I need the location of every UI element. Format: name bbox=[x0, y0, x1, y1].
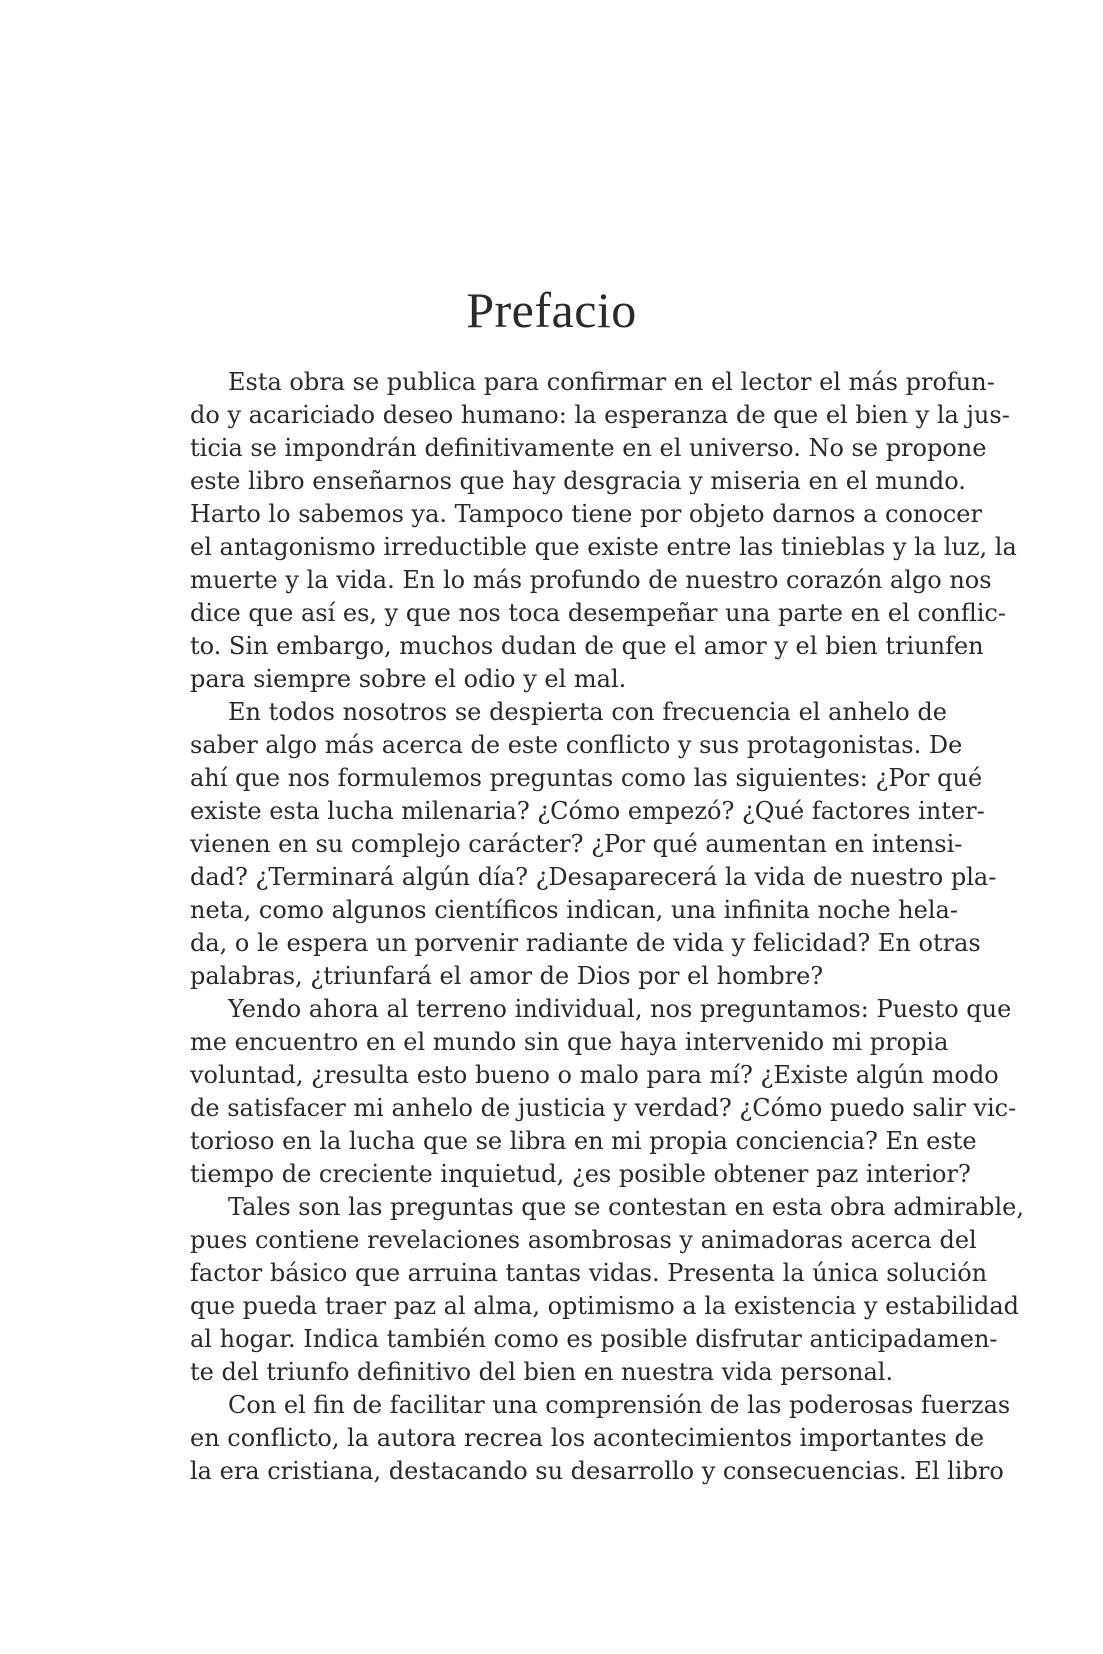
text-line: que pueda traer paz al alma, optimismo a la existencia y estabilidad bbox=[190, 1292, 1020, 1320]
paragraph bbox=[190, 696, 997, 993]
text-line: de satisfacer mi anhelo de justicia y verdad? ¿Cómo puedo salir vic- bbox=[190, 1094, 1017, 1122]
text-line: para siempre sobre el odio y el mal. bbox=[190, 665, 627, 693]
text-line: vienen en su complejo carácter? ¿Por qué aumentan en intensi- bbox=[190, 830, 963, 858]
text-line: En todos nosotros se despierta con frecuencia el anhelo de bbox=[228, 698, 947, 726]
text-line: dad? ¿Terminará algún día? ¿Desaparecerá la vida de nuestro pla- bbox=[190, 863, 997, 891]
text-line: el antagonismo irreductible que existe entre las tinieblas y la luz, la bbox=[190, 533, 1017, 561]
text-line: do y acariciado deseo humano: la esperanza de que el bien y la jus- bbox=[190, 401, 1010, 429]
preface-body bbox=[190, 366, 1024, 1488]
text-line: Esta obra se publica para confirmar en el lector el más profun- bbox=[228, 368, 995, 396]
text-line: este libro enseñarnos que hay desgracia y miseria en el mundo. bbox=[190, 467, 966, 495]
text-line: en conflicto, la autora recrea los acontecimientos importantes de bbox=[190, 1424, 985, 1452]
text-line: palabras, ¿triunfará el amor de Dios por el hombre? bbox=[190, 962, 824, 990]
text-line: muerte y la vida. En lo más profundo de nuestro corazón algo nos bbox=[190, 566, 992, 594]
text-line: tiempo de creciente inquietud, ¿es posible obtener paz interior? bbox=[190, 1160, 971, 1188]
text-line: to. Sin embargo, muchos dudan de que el amor y el bien triunfen bbox=[190, 632, 984, 660]
text-line: al hogar. Indica también como es posible disfrutar anticipadamen- bbox=[190, 1325, 998, 1353]
text-line: Tales son las preguntas que se contestan en esta obra admirable, bbox=[228, 1193, 1024, 1221]
page-title: Prefacio bbox=[466, 282, 637, 338]
text-line: torioso en la lucha que se libra en mi propia conciencia? En este bbox=[190, 1127, 977, 1155]
text-line: dice que así es, y que nos toca desempeñar una parte en el conflic- bbox=[190, 599, 1006, 627]
paragraph bbox=[190, 366, 1017, 696]
text-line: ahí que nos formulemos preguntas como las siguientes: ¿Por qué bbox=[190, 764, 983, 792]
text-line: pues contiene revelaciones asombrosas y animadoras acerca del bbox=[190, 1226, 977, 1254]
text-line: Yendo ahora al terreno individual, nos preguntamos: Puesto que bbox=[228, 995, 1012, 1023]
text-line: factor básico que arruina tantas vidas. Presenta la única solución bbox=[190, 1259, 988, 1287]
text-line: ticia se impondrán definitivamente en el universo. No se propone bbox=[190, 434, 987, 462]
text-line: la era cristiana, destacando su desarrollo y consecuencias. El libro bbox=[190, 1457, 1004, 1485]
paragraph bbox=[190, 1191, 1024, 1389]
text-line: da, o le espera un porvenir radiante de vida y felicidad? En otras bbox=[190, 929, 981, 957]
text-line: saber algo más acerca de este conflicto y sus protagonistas. De bbox=[190, 731, 963, 759]
paragraph bbox=[190, 1389, 1011, 1488]
text-line: Con el fin de facilitar una comprensión de las poderosas fuerzas bbox=[228, 1391, 1011, 1419]
text-line: Harto lo sabemos ya. Tampoco tiene por objeto darnos a conocer bbox=[190, 500, 982, 528]
text-line: existe esta lucha milenaria? ¿Cómo empezó? ¿Qué factores inter- bbox=[190, 797, 985, 825]
text-line: voluntad, ¿resulta esto bueno o malo para mí? ¿Existe algún modo bbox=[190, 1061, 999, 1089]
text-line: te del triunfo definitivo del bien en nuestra vida personal. bbox=[190, 1358, 894, 1386]
paragraph bbox=[190, 993, 1017, 1191]
text-line: me encuentro en el mundo sin que haya intervenido mi propia bbox=[190, 1028, 949, 1056]
text-line: neta, como algunos científicos indican, una infinita noche hela- bbox=[190, 896, 958, 924]
